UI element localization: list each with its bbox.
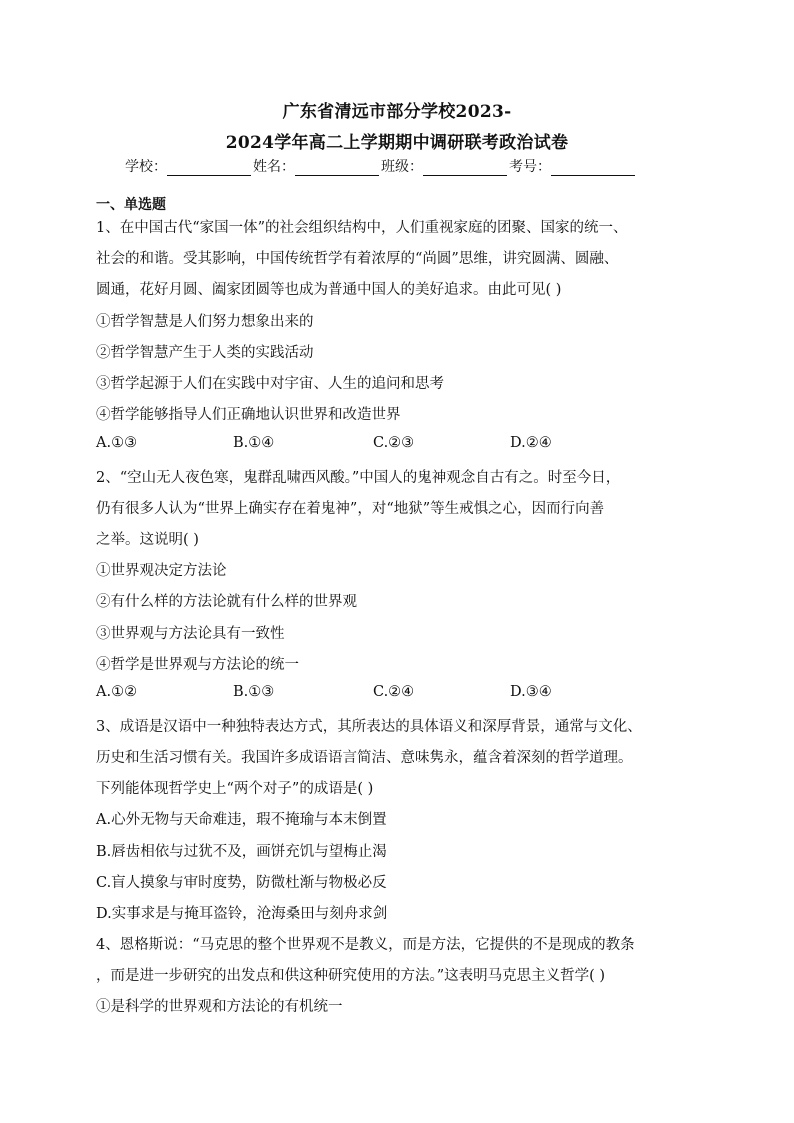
q3-option-d[interactable]: D.实事求是与掩耳盗铃，沧海桑田与刻舟求剑 [96,906,388,922]
q4-stem-line: 4、恩格斯说：“马克思的整个世界观不是教义，而是方法，它提供的不是现成的教条 [96,937,635,953]
exam-number-blank[interactable] [551,161,635,176]
q1-statement: ②哲学智慧产生于人类的实践活动 [96,345,314,361]
q2-statement: ②有什么样的方法论就有什么样的世界观 [96,594,357,610]
q1-statement: ③哲学起源于人们在实践中对宇宙、人生的追问和思考 [96,376,444,392]
q1-choice-a[interactable]: A.①③ [96,435,138,451]
q4-stem-line: ，而是进一步研究的出发点和供这种研究使用的方法。”这表明马克思主义哲学( ) [96,968,606,984]
q2-choice-a[interactable]: A.①② [96,684,138,700]
q1-stem-line: 圆通，花好月圆、阖家团圆等也成为普通中国人的美好追求。由此可见( ) [96,282,562,298]
class-blank[interactable] [423,161,507,176]
q2-stem-line: 2、“空山无人夜色寒，鬼群乱啸西风酸。”中国人的鬼神观念自古有之。时至今日， [96,470,621,486]
q3-option-a[interactable]: A.心外无物与天命难违，瑕不掩瑜与本末倒置 [96,812,387,828]
q1-stem-line: 1、在中国古代“家国一体”的社会组织结构中，人们重视家庭的团聚、国家的统一、 [96,220,628,236]
name-blank[interactable] [295,161,379,176]
q2-choice-d[interactable]: D.③④ [510,684,552,700]
name-label: 姓名： [253,159,295,175]
q1-statement: ④哲学能够指导人们正确地认识世界和改造世界 [96,407,401,423]
q1-choice-c[interactable]: C.②③ [373,435,415,451]
q3-stem-line: 下列能体现哲学史上“两个对子”的成语是( ) [96,781,374,797]
school-label: 学校： [125,159,167,175]
q2-stem-line: 之举。这说明( ) [96,532,199,548]
q1-stem-line: 社会的和谐。受其影响，中国传统哲学有着浓厚的“尚圆”思维，讲究圆满、圆融、 [96,251,619,267]
exam-title-line2: 2024学年高二上学期期中调研联考政治试卷 [225,133,569,153]
q2-stem-line: 仍有很多人认为“世界上确实存在着鬼神”，对“地狱”等生戒惧之心，因而行向善 [96,501,605,517]
q2-statement: ①世界观决定方法论 [96,563,227,579]
q4-statement: ①是科学的世界观和方法论的有机统一 [96,999,343,1015]
class-label: 班级： [381,159,423,175]
q2-statement: ④哲学是世界观与方法论的统一 [96,657,299,673]
q3-option-b[interactable]: B.唇齿相依与过犹不及，画饼充饥与望梅止渴 [96,844,387,860]
exam-number-label: 考号： [509,159,551,175]
q1-choice-b[interactable]: B.①④ [233,435,275,451]
q1-choice-d[interactable]: D.②④ [510,435,552,451]
section-title: 一、单选题 [96,197,166,213]
q2-statement: ③世界观与方法论具有一致性 [96,626,285,642]
q3-option-c[interactable]: C.盲人摸象与审时度势，防微杜渐与物极必反 [96,875,387,891]
student-info-row [125,156,685,176]
q2-choice-b[interactable]: B.①③ [233,684,275,700]
q3-stem-line: 3、成语是汉语中一种独特表达方式，其所表达的具体语义和深厚背景，通常与文化、 [96,719,642,735]
q3-stem-line: 历史和生活习惯有关。我国许多成语语言简洁、意味隽永，蕴含着深刻的哲学道理。 [96,750,633,766]
exam-title-line1: 广东省清远市部分学校2023- [282,102,512,122]
q2-choice-c[interactable]: C.②④ [373,684,415,700]
q1-statement: ①哲学智慧是人们努力想象出来的 [96,314,314,330]
school-blank[interactable] [167,161,251,176]
